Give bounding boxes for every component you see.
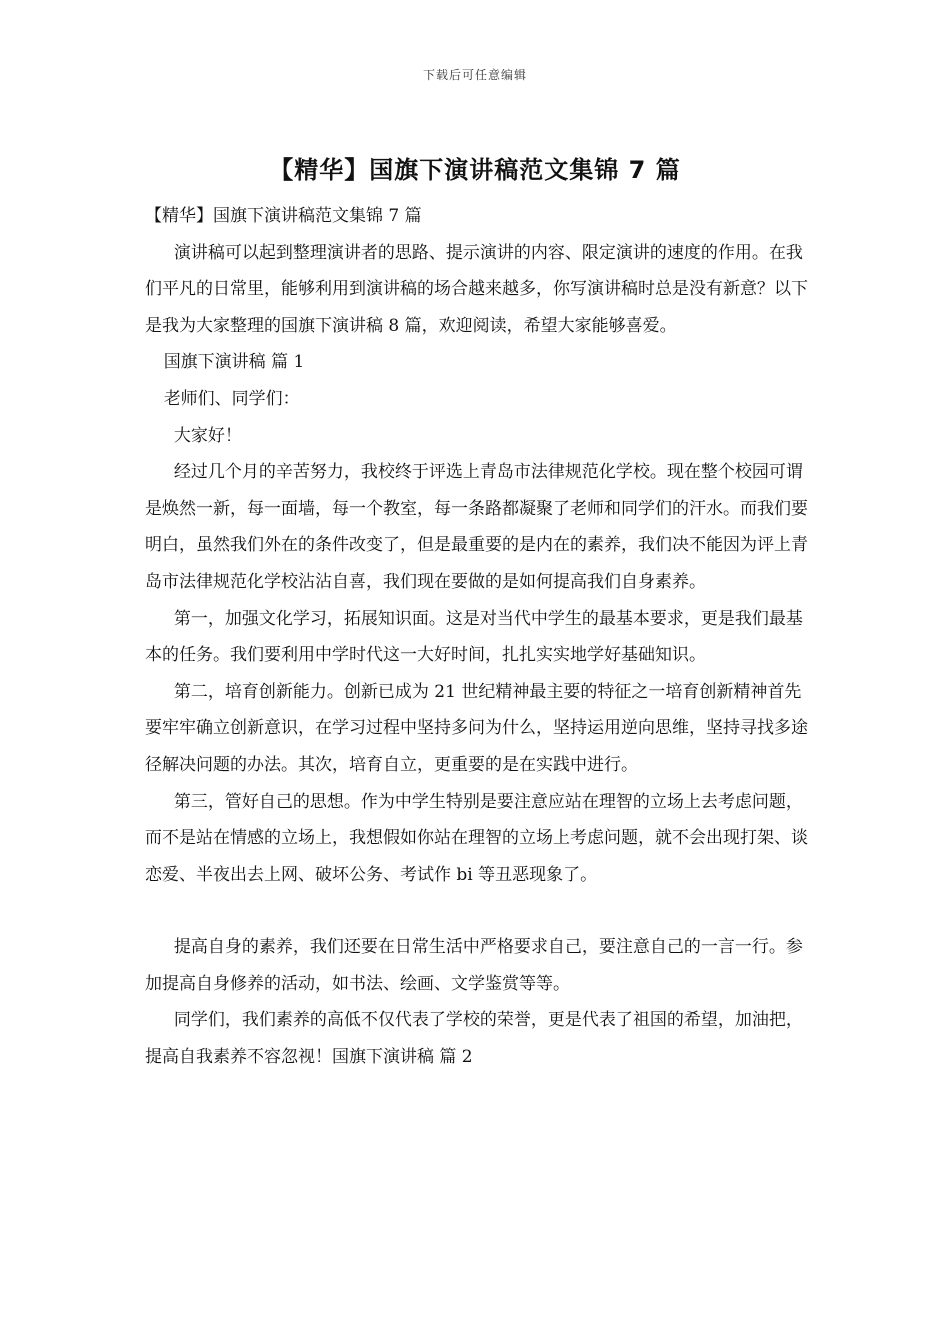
- intro-paragraph: 演讲稿可以起到整理演讲者的思路、提示演讲的内容、限定演讲的速度的作用。在我们平凡的日常里，能够利用到演讲稿的场合越来越多，你写演讲稿时总是没有新意？以下是我为大家整理的国旗下演讲稿 8 篇，欢迎阅读，希望大家能够喜爱。: [145, 242, 808, 336]
- section-heading: 国旗下演讲稿 篇 1: [163, 352, 305, 373]
- body-paragraph: 第三，管好自己的思想。作为中学生特别是要注意应站在理智的立场上去考虑问题，而不是站在情感的立场上，我想假如你站在理智的立场上考虑问题，就不会出现打架、谈恋爱、半夜出去上网、破坏公务、考试作 bi 等丑恶现象了。: [145, 791, 808, 885]
- paragraph-gap: [145, 893, 817, 929]
- body-paragraph: 第二，培育创新能力。创新已成为 21 世纪精神最主要的特征之一培育创新精神首先要牢牢确立创新意识，在学习过程中坚持多问为什么，坚持运用逆向思维，坚持寻找多途径解决问题的办法。其次，培育自立，更重要的是在实践中进行。: [145, 681, 808, 775]
- header-note: 下载后可任意编辑: [422, 68, 527, 82]
- body-paragraph: 经过几个月的辛苦努力，我校终于评选上青岛市法律规范化学校。现在整个校园可谓是焕然一新，每一面墙，每一个教室，每一条路都凝聚了老师和同学们的汗水。而我们要明白，虽然我们外在的条件改变了，但是最重要的是内在的素养，我们决不能因为评上青岛市法律规范化学校沾沾自喜，我们现在要做的是如何提高我们自身素养。: [145, 462, 808, 592]
- document-title: 【精华】国旗下演讲稿范文集锦 7 篇: [269, 156, 681, 184]
- body-paragraph: 第一，加强文化学习，拓展知识面。这是对当代中学生的最基本要求，更是我们最基本的任务。我们要利用中学时代这一大好时间，扎扎实实地学好基础知识。: [145, 608, 803, 666]
- body-paragraph: 提高自身的素养，我们还要在日常生活中严格要求自己，要注意自己的一言一行。参加提高自身修养的活动，如书法、绘画、文学鉴赏等等。: [145, 937, 803, 994]
- subtitle-line: 【精华】国旗下演讲稿范文集锦 7 篇: [145, 206, 422, 226]
- body-paragraph: 同学们，我们素养的高低不仅代表了学校的荣誉，更是代表了祖国的希望，加油把，提高自我素养不容忽视！国旗下演讲稿 篇 2: [145, 1010, 803, 1068]
- salutation: 老师们、同学们：: [163, 388, 300, 409]
- document-body: [145, 198, 817, 1076]
- greeting: 大家好！: [173, 425, 242, 446]
